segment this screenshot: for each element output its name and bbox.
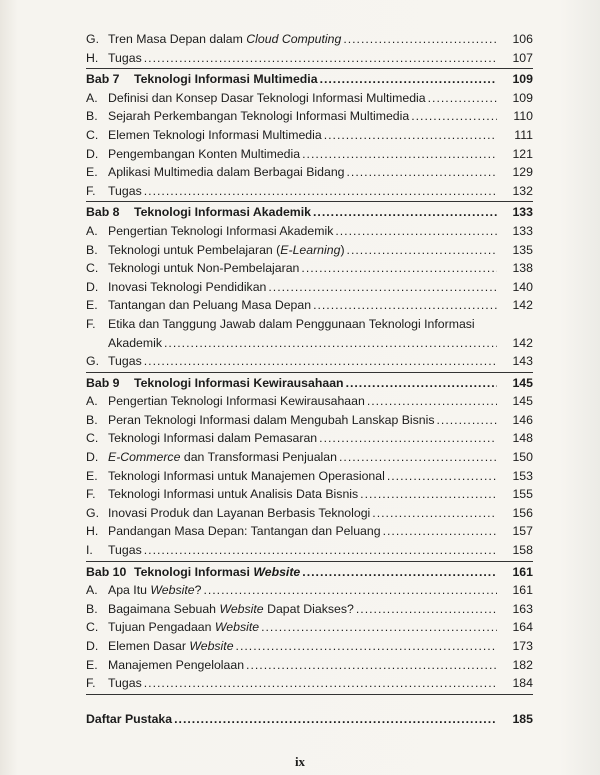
entry-title: [108, 674, 142, 693]
leader-dots: [319, 429, 497, 448]
entry-body: [108, 278, 533, 297]
entry-title: [134, 70, 318, 89]
title-part: Teknologi untuk Pembelajaran (: [108, 242, 281, 257]
entry-page-number: 158: [512, 543, 533, 558]
entry-letter: B.: [86, 242, 98, 257]
title-part: Teknologi Informasi untuk Manajemen Operasional: [108, 468, 385, 483]
entry-letter: A.: [86, 583, 98, 598]
leader-dots: [339, 448, 497, 467]
entry-body: [108, 411, 533, 430]
entry-title-line1: Etika dan Tanggung Jawab dalam Penggunaan Teknologi Informasi: [108, 316, 475, 331]
title-part: Teknologi untuk Non-Pembelajaran: [108, 261, 300, 276]
entry-title: [108, 392, 365, 411]
entry-letter: A.: [86, 223, 98, 238]
chapter-number: Bab 7: [86, 72, 120, 87]
entry-letter: B.: [86, 412, 98, 427]
entry-body: [108, 637, 533, 656]
entry-title: [108, 163, 345, 182]
entry-title: [134, 203, 311, 222]
entry-letter: A.: [86, 90, 98, 105]
entry-letter: E.: [86, 657, 98, 672]
entry-body: [108, 581, 533, 600]
toc-entry[interactable]: [86, 467, 533, 486]
entry-letter: I.: [86, 543, 93, 558]
entry-body: [108, 259, 533, 278]
title-part: Bagaimana Sebuah: [108, 601, 220, 616]
toc-entry[interactable]: [86, 429, 533, 448]
chapter-divider: [86, 694, 533, 695]
leader-dots: [343, 30, 497, 49]
title-part: Inovasi Produk dan Layanan Berbasis Teknologi: [108, 505, 371, 520]
entry-letter: F.: [86, 183, 96, 198]
title-part: Tujuan Pengadaan: [108, 620, 215, 635]
entry-body: [108, 89, 533, 108]
title-part: Teknologi Informasi untuk Analisis Data Bisnis: [108, 487, 359, 502]
entry-title: [108, 600, 354, 619]
title-part: Website: [219, 601, 264, 616]
toc-entry[interactable]: [86, 334, 533, 353]
leader-dots: [428, 89, 497, 108]
entry-title: [108, 485, 358, 504]
toc-entry[interactable]: [86, 296, 533, 315]
entry-title: [108, 182, 142, 201]
toc-entry[interactable]: [86, 278, 533, 297]
chapter-number: Bab 10: [86, 564, 127, 579]
entry-body: [108, 448, 533, 467]
toc-entry[interactable]: [86, 126, 533, 145]
toc-entry[interactable]: [86, 107, 533, 126]
chapter-divider: [86, 372, 533, 373]
leader-dots: [144, 49, 497, 68]
title-part: Apa Itu: [108, 583, 151, 598]
entry-title: [108, 637, 234, 656]
entry-title: [134, 563, 300, 582]
leader-dots: [347, 163, 498, 182]
entry-body: [108, 600, 533, 619]
toc-entry[interactable]: [86, 49, 533, 68]
entry-page-number: 107: [512, 50, 533, 65]
toc-entry[interactable]: [86, 259, 533, 278]
entry-page-number: 182: [512, 657, 533, 672]
entry-body: [108, 352, 533, 371]
page-number: ix: [294, 754, 306, 769]
entry-page-number: 148: [512, 431, 533, 446]
leader-dots: [302, 145, 497, 164]
entry-body: [108, 222, 533, 241]
leader-dots: [367, 392, 497, 411]
chapter-heading[interactable]: [86, 203, 533, 222]
toc-entry[interactable]: [86, 618, 533, 637]
entry-title: [108, 411, 435, 430]
toc-entry[interactable]: [86, 163, 533, 182]
title-part: Inovasi Teknologi Pendidikan: [108, 279, 267, 294]
toc-entry[interactable]: [86, 30, 533, 49]
entry-letter: C.: [86, 261, 99, 276]
entry-letter: B.: [86, 601, 98, 616]
toc-entry[interactable]: [86, 541, 533, 560]
title-part: Aplikasi Multimedia dalam Berbagai Bidang: [108, 165, 345, 180]
entry-title: [108, 522, 381, 541]
bibliography-entry[interactable]: [86, 710, 533, 729]
title-part: Tugas: [108, 50, 142, 65]
chapter-divider: [86, 201, 533, 202]
entry-title: [108, 30, 341, 49]
title-part: E-Learning: [280, 242, 341, 257]
entry-page-number: 155: [512, 487, 533, 502]
toc-entry[interactable]: [86, 637, 533, 656]
chapter-number: Bab 9: [86, 375, 120, 390]
chapter-heading[interactable]: [86, 374, 533, 393]
table-of-contents: [86, 30, 533, 728]
leader-dots: [246, 656, 497, 675]
title-part: Tugas: [108, 676, 142, 691]
entry-page-number: 132: [512, 183, 533, 198]
title-part: Teknologi Informasi Multimedia: [134, 72, 318, 87]
title-part: Tugas: [108, 354, 142, 369]
toc-entry[interactable]: [86, 145, 533, 164]
spacer: [86, 696, 533, 710]
entry-page-number: 164: [512, 620, 533, 635]
entry-page-number: 184: [512, 676, 533, 691]
title-part: Pengertian Teknologi Informasi Kewirausahaan: [108, 394, 365, 409]
leader-dots: [261, 618, 497, 637]
entry-title: [108, 145, 300, 164]
entry-title: [108, 618, 259, 637]
chapter-heading[interactable]: [86, 563, 533, 582]
entry-page-number: 135: [512, 242, 533, 257]
leader-dots: [387, 467, 497, 486]
entry-title: [108, 259, 299, 278]
entry-page-number: 163: [512, 601, 533, 616]
chapter-body: [134, 563, 533, 582]
entry-body: [108, 126, 533, 145]
toc-entry[interactable]: [86, 522, 533, 541]
entry-letter: E.: [86, 165, 98, 180]
toc-entry[interactable]: [86, 504, 533, 523]
chapter-body: [134, 70, 533, 89]
toc-entry[interactable]: [86, 600, 533, 619]
title-part: E-Commerce: [108, 450, 181, 465]
bibliography-page-number: 185: [512, 711, 533, 726]
entry-title: [108, 222, 333, 241]
entry-title: [108, 352, 142, 371]
leader-dots: [268, 278, 497, 297]
title-part: Dapat Diakses?: [263, 601, 354, 616]
title-part: Teknologi Informasi: [134, 564, 254, 579]
title-part: ): [340, 242, 345, 257]
toc-entry[interactable]: [86, 581, 533, 600]
entry-letter: G.: [86, 32, 99, 46]
leader-dots: [437, 411, 497, 430]
entry-letter: D.: [86, 450, 99, 465]
chapter-divider: [86, 68, 533, 69]
entry-page-number: 142: [512, 335, 533, 350]
entry-page-number: 121: [512, 146, 533, 161]
entry-title: [108, 89, 426, 108]
title-part: Tantangan dan Peluang Masa Depan: [108, 298, 312, 313]
entry-letter: E.: [86, 468, 98, 483]
toc-entry-line: [86, 315, 533, 334]
title-part: Teknologi Informasi Kewirausahaan: [134, 375, 344, 390]
leader-dots: [236, 637, 497, 656]
title-part: Elemen Dasar: [108, 639, 190, 653]
entry-letter: F.: [86, 316, 96, 331]
entry-page-number: 138: [512, 261, 533, 276]
entry-title: [108, 49, 142, 68]
entry-title: [108, 107, 409, 126]
entry-body: [108, 674, 533, 693]
leader-dots: [313, 296, 497, 315]
entry-body: [108, 182, 533, 201]
entry-letter: D.: [86, 639, 99, 653]
entry-page-number: 161: [512, 583, 533, 598]
title-part: Cloud Computing: [246, 32, 342, 46]
toc-entry[interactable]: [86, 222, 533, 241]
entry-body: [108, 334, 533, 353]
entry-page-number: 153: [512, 468, 533, 483]
entry-letter: C.: [86, 431, 99, 446]
bibliography-body: [86, 710, 533, 729]
toc-entry[interactable]: [86, 89, 533, 108]
entry-letter: B.: [86, 109, 98, 124]
entry-title: [108, 296, 311, 315]
entry-body: [108, 107, 533, 126]
title-part: Website: [253, 564, 301, 579]
leader-dots: [164, 334, 497, 353]
toc-entry[interactable]: [86, 485, 533, 504]
title-part: Teknologi Informasi dalam Pemasaran: [108, 431, 318, 446]
entry-page-number: 111: [514, 127, 533, 142]
toc-entry[interactable]: [86, 674, 533, 693]
toc-entry[interactable]: [86, 392, 533, 411]
title-part: Website: [189, 639, 234, 653]
leader-dots: [335, 222, 497, 241]
leader-dots: [144, 352, 497, 371]
entry-body: [108, 656, 533, 675]
entry-letter: D.: [86, 146, 99, 161]
chapter-body: [134, 203, 533, 222]
entry-title: [108, 448, 337, 467]
title-part: Sejarah Perkembangan Teknologi Informasi Multimedia: [108, 109, 410, 124]
entry-body: [108, 504, 533, 523]
title-part: Tugas: [108, 543, 142, 558]
leader-dots: [144, 541, 497, 560]
entry-letter: E.: [86, 298, 98, 313]
entry-body: [108, 522, 533, 541]
leader-dots: [324, 126, 497, 145]
entry-title: [108, 467, 385, 486]
entry-body: [108, 618, 533, 637]
title-part: Manajemen Pengelolaan: [108, 657, 245, 672]
chapter-divider: [86, 561, 533, 562]
entry-body: [108, 30, 533, 49]
title-part: Elemen Teknologi Informasi Multimedia: [108, 127, 322, 142]
leader-dots: [360, 485, 497, 504]
title-part: Definisi dan Konsep Dasar Teknologi Informasi Multimedia: [108, 90, 426, 105]
title-part: Pengertian Teknologi Informasi Akademik: [108, 223, 334, 238]
chapter-page-number: 161: [512, 564, 533, 579]
leader-dots: [346, 374, 497, 393]
scanner-watermark: [578, 560, 592, 770]
leader-dots: [320, 70, 497, 89]
title-part: Website: [214, 620, 260, 635]
entry-body: [108, 296, 533, 315]
entry-body: [108, 49, 533, 68]
leader-dots: [411, 107, 497, 126]
entry-letter: F.: [86, 676, 96, 691]
leader-dots: [372, 504, 497, 523]
title-part: Tren Masa Depan dalam: [108, 32, 247, 46]
leader-dots: [144, 674, 497, 693]
entry-page-number: 106: [512, 32, 533, 46]
chapter-body: [134, 374, 533, 393]
title-part: Pengembangan Konten Multimedia: [108, 146, 301, 161]
entry-title: [108, 278, 266, 297]
title-part: Pandangan Masa Depan: Tantangan dan Peluang: [108, 524, 381, 539]
entry-letter: A.: [86, 394, 98, 409]
entry-page-number: 140: [512, 279, 533, 294]
chapter-page-number: 145: [512, 375, 533, 390]
entry-page-number: 145: [512, 394, 533, 409]
entry-body: [108, 241, 533, 260]
entry-letter: D.: [86, 279, 99, 294]
entry-title: [108, 504, 370, 523]
entry-page-number: 143: [512, 354, 533, 369]
title-part: Tugas: [108, 183, 142, 198]
entry-page-number: 157: [512, 524, 533, 539]
entry-letter: F.: [86, 487, 96, 502]
entry-body: [108, 485, 533, 504]
entry-page-number: 129: [512, 165, 533, 180]
title-part: dan Transformasi Penjualan: [180, 450, 337, 465]
entry-title: [108, 126, 322, 145]
chapter-number: Bab 8: [86, 205, 120, 220]
chapter-page-number: 133: [512, 205, 533, 220]
entry-letter: C.: [86, 620, 99, 635]
entry-body: [108, 467, 533, 486]
entry-title: [108, 429, 317, 448]
entry-page-number: 133: [512, 223, 533, 238]
entry-page-number: 150: [512, 450, 533, 465]
toc-entry[interactable]: [86, 352, 533, 371]
entry-letter: H.: [86, 50, 99, 65]
title-part: ?: [194, 583, 202, 598]
entry-title: [134, 374, 344, 393]
title-part: Akademik: [108, 335, 162, 350]
entry-body: [108, 541, 533, 560]
entry-page-number: 156: [512, 505, 533, 520]
leader-dots: [301, 259, 497, 278]
leader-dots: [347, 241, 497, 260]
entry-title: [108, 241, 345, 260]
entry-body: [108, 145, 533, 164]
toc-entry[interactable]: [86, 241, 533, 260]
chapter-page-number: 109: [512, 72, 533, 87]
entry-title: [108, 656, 244, 675]
toc-entry[interactable]: [86, 411, 533, 430]
leader-dots: [203, 581, 497, 600]
toc-entry[interactable]: [86, 656, 533, 675]
entry-body: [108, 163, 533, 182]
leader-dots: [356, 600, 497, 619]
entry-letter: G.: [86, 354, 99, 369]
entry-letter: C.: [86, 127, 99, 142]
title-part: Peran Teknologi Informasi dalam Mengubah Lanskap Bisnis: [108, 412, 435, 427]
entry-page-number: 173: [512, 639, 533, 653]
toc-entry[interactable]: [86, 448, 533, 467]
toc-entry[interactable]: [86, 182, 533, 201]
leader-dots: [383, 522, 497, 541]
entry-page-number: 142: [512, 298, 533, 313]
entry-letter: G.: [86, 505, 99, 520]
entry-page-number: 146: [512, 412, 533, 427]
leader-dots: [144, 182, 497, 201]
entry-title: [108, 581, 201, 600]
entry-letter: H.: [86, 524, 99, 539]
entry-page-number: 109: [512, 90, 533, 105]
entry-body: [108, 392, 533, 411]
entry-title: [108, 334, 162, 353]
chapter-heading[interactable]: [86, 70, 533, 89]
entry-title: [108, 541, 142, 560]
leader-dots: [313, 203, 497, 222]
title-part: Website: [150, 583, 195, 598]
leader-dots: [174, 710, 497, 729]
bibliography-label: Daftar Pustaka: [86, 711, 173, 726]
entry-page-number: 110: [513, 109, 533, 124]
entry-body: [108, 429, 533, 448]
leader-dots: [302, 563, 497, 582]
title-part: Teknologi Informasi Akademik: [134, 205, 311, 220]
